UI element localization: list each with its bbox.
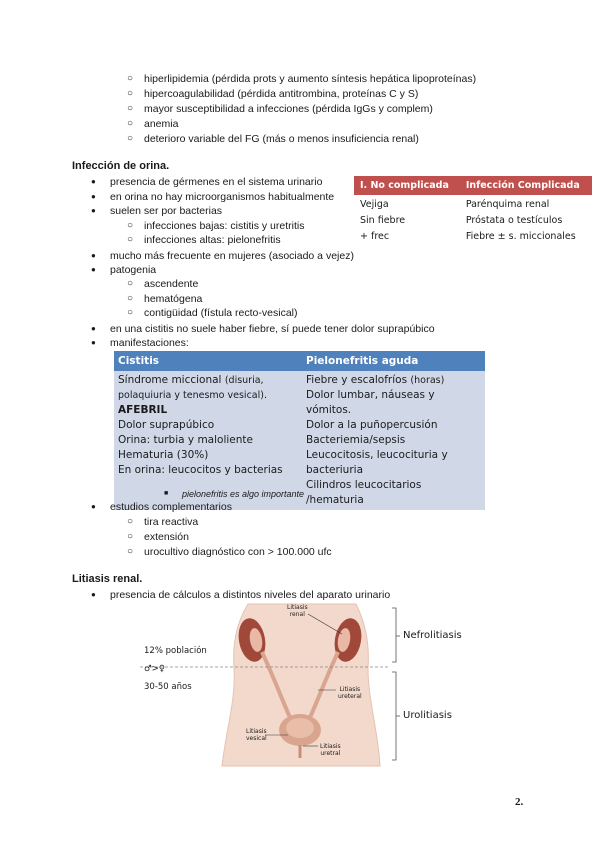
cell-line: (disuria, [224,375,264,386]
cell-line: Hematuria (30%) [118,449,209,461]
label-line: renal [289,611,305,618]
list-item: ○ tira reactiva [144,515,198,529]
label-line: Litiasis [320,743,341,750]
cell-line: Leucocitosis, leucocituria y [306,449,448,461]
cell-line: Dolor lumbar, náuseas y vómitos. [306,389,435,416]
stat-edad: 30-50 años [144,682,192,692]
label-line: Litiasis [287,604,308,611]
list-item: ● mucho más frecuente en mujeres (asociado a vejez) [110,249,354,263]
label-litiasis-ureteral [338,686,362,700]
table-header: Cistitis [114,351,302,371]
label-line: Litiasis [339,686,361,693]
list-item: ○ urocultivo diagnóstico con > 100.000 ufc [144,545,332,559]
page-number: 2. [515,796,524,808]
stat-poblacion: 12% población [144,646,207,656]
label-litiasis-uretral [320,743,341,757]
table-cell: + frec [360,231,390,242]
list-item: ● estudios complementarios [110,500,232,514]
note: ■ pielonefritis es algo importante [182,487,304,501]
cell-line: Fiebre y escalofríos [306,374,411,386]
list-item: ● en orina no hay microorganismos habitualmente [110,190,334,204]
label-litiasis-renal [287,604,308,618]
list-item: ○ contigüidad (fístula recto-vesical) [144,306,298,320]
list-item: ○ deterioro variable del FG (más o menos insuficiencia renal) [144,132,419,146]
section-title-infeccion: Infección de orina. [72,160,170,172]
list-item: ● patogenia [110,263,156,277]
cell-line: (horas) [410,375,445,386]
cell-line: Dolor suprapúbico [118,419,215,431]
list-item: ● presencia de cálculos a distintos niveles del aparato urinario [110,588,390,602]
cell-line: Cilindros leucocitarios /hematuria [306,479,422,506]
table-cell: Sin fiebre [360,215,406,226]
table-header: Infección Complicada [460,176,592,195]
cell-line: bacteriuria [306,464,364,476]
cell-line: Síndrome miccional [118,374,225,386]
label-line: vesical [246,735,267,742]
stat-sexo: ♂>♀ [144,664,165,674]
label-urolitiasis: Urolitiasis [403,710,452,721]
label-line: ureteral [338,693,362,700]
cell-line: Bacteriemia/sepsis [306,434,406,446]
list-item: ○ ascendente [144,277,198,291]
cell-line: Dolor a la puñopercusión [306,419,438,431]
label-line: uretral [320,750,341,757]
list-item: ● en una cistitis no suele haber fiebre, sí puede tener dolor suprapúbico [110,322,435,336]
table-cell: Próstata o testículos [465,215,563,226]
cell-line: Orina: turbia y maloliente [118,434,253,446]
table-header: I. No complicada [354,176,460,195]
cell-line: En orina: leucocitos y bacterias [118,464,283,476]
list-item: ● manifestaciones: [110,336,189,350]
label-line: Litiasis [246,728,267,735]
list-item: ○ infecciones altas: pielonefritis [144,233,281,247]
table-header: Pielonefritis aguda [302,351,485,371]
list-item: ○ hiperlipidemia (pérdida prots y aumento síntesis hepática lipoproteínas) [144,72,476,86]
list-item: ○ mayor susceptibilidad a infecciones (pérdida IgGs y complem) [144,102,433,116]
list-item: ● presencia de gérmenes en el sistema urinario [110,175,322,189]
label-nefrolitiasis: Nefrolitiasis [403,630,462,641]
table-cell: Vejiga [360,199,389,210]
table-cell: Fiebre ± s. miccionales [465,231,576,242]
list-item: ● suelen ser por bacterias [110,204,222,218]
cell-line: polaquiuria y tenesmo vesical). [118,390,267,401]
cell-line: AFEBRIL [118,404,168,416]
section-title-litiasis: Litiasis renal. [72,573,143,585]
list-item: ○ infecciones bajas: cistitis y uretritis [144,219,304,233]
list-item: ○ anemia [144,117,178,131]
list-item: ○ hematógena [144,292,202,306]
list-item: ○ extensión [144,530,189,544]
label-litiasis-vesical [246,728,267,742]
list-item: ○ hipercoagulabilidad (pérdida antitrombina, proteínas C y S) [144,87,418,101]
table-cell: Parénquima renal [465,199,550,210]
